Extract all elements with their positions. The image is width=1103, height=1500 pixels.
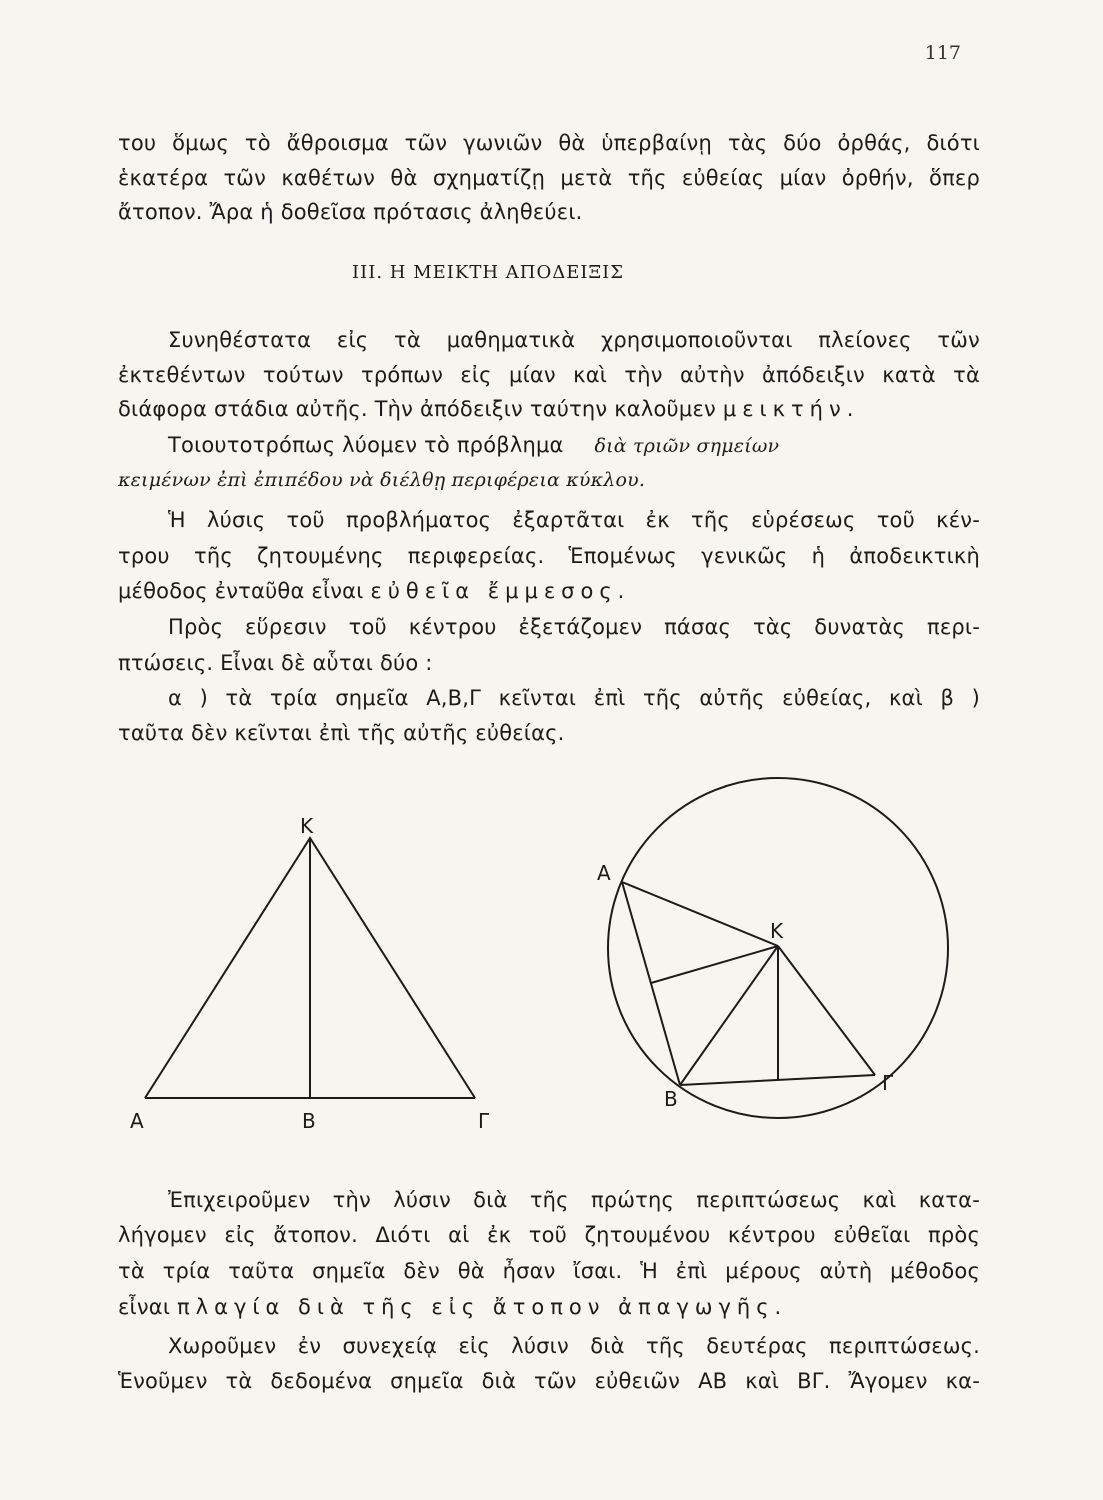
radius-KG bbox=[778, 946, 875, 1075]
text-line: ἑκατέρα τῶν καθέτων θὰ σχηματίζῃ μετὰ τῆς εὐθείας μίαν ὀρθήν, ὅπερ bbox=[118, 166, 980, 190]
spaced-term: πλαγία διὰ τῆς εἰς ἄτοπον ἀπαγωγῆς. bbox=[177, 1295, 788, 1319]
italic-span: διὰ τριῶν σημείων bbox=[594, 435, 780, 457]
text-line: πτώσεις. Εἶναι δὲ αὗται δύο : bbox=[118, 651, 433, 675]
text-span: Τοιουτοτρόπως λύομεν τὸ πρόβλημα bbox=[168, 433, 564, 457]
text-line: Πρὸς εὕρεσιν τοῦ κέντρου ἐξετάζομεν πάσας τὰς δυνατὰς περι- bbox=[168, 615, 980, 639]
text-line: ταῦτα δὲν κεῖνται ἐπὶ τῆς αὐτῆς εὐθείας. bbox=[118, 721, 565, 745]
label-K: Κ bbox=[770, 919, 784, 943]
label-G: Γ bbox=[882, 1071, 894, 1095]
text-line: του ὅμως τὸ ἄθροισμα τῶν γωνιῶν θὰ ὑπερβαίνῃ τὰς δύο ὀρθάς, διότι bbox=[118, 131, 980, 155]
spaced-term: μεικτήν. bbox=[722, 397, 860, 421]
text-line: τὰ τρία ταῦτα σημεῖα δὲν θὰ ἦσαν ἴσαι. Ἡ ἐπὶ μέρους αὐτὴ μέθοδος bbox=[118, 1259, 980, 1283]
text-span: μέθοδος ἐνταῦθα εἶναι bbox=[118, 579, 364, 603]
text-line: Ἑνοῦμεν τὰ δεδομένα σημεῖα διὰ τῶν εὐθειῶν ΑΒ καὶ ΒΓ. Ἄγομεν κα- bbox=[118, 1369, 980, 1393]
bisector-AB bbox=[651, 946, 778, 983]
spaced-term: εὐθεῖα ἔμμεσος. bbox=[370, 579, 631, 603]
section-heading: III. Η ΜΕΙΚΤΗ ΑΠΟΔΕΙΞΙΣ bbox=[352, 262, 624, 283]
text-line: Χωροῦμεν ἐν συνεχείᾳ εἰς λύσιν διὰ τῆς δευτέρας περιπτώσεως. bbox=[168, 1334, 980, 1358]
page-number: 117 bbox=[924, 42, 961, 64]
text-line: Συνηθέστατα εἰς τὰ μαθηματικὰ χρησιμοποιοῦνται πλείονες τῶν bbox=[168, 328, 980, 352]
radius-KB bbox=[680, 946, 778, 1085]
text-line: τρου τῆς ζητουμένης περιφερείας. Ἑπομένως γενικῶς ἡ ἀποδεικτικὴ bbox=[118, 544, 980, 568]
italic-line: κειμένων ἐπὶ ἐπιπέδου νὰ διέλθῃ περιφέρεια κύκλου. bbox=[118, 469, 646, 491]
label-B: Β bbox=[302, 1109, 316, 1133]
text-line bbox=[118, 1292, 980, 1322]
text-span: διάφορα στάδια αὐτῆς. Τὴν ἀπόδειξιν ταύτην καλοῦμεν bbox=[118, 397, 716, 421]
label-B: Β bbox=[664, 1087, 678, 1111]
label-A: Α bbox=[130, 1109, 144, 1133]
text-line: λήγομεν εἰς ἄτοπον. Διότι αἱ ἐκ τοῦ ζητουμένου κέντρου εὐθεῖαι πρὸς bbox=[118, 1223, 980, 1247]
text-line: ἐκτεθέντων τούτων τρόπων εἰς μίαν καὶ τὴν αὐτὴν ἀπόδειξιν κατὰ τὰ bbox=[118, 363, 980, 387]
text-line: α ) τὰ τρία σημεῖα Α,Β,Γ κεῖνται ἐπὶ τῆς αὐτῆς εὐθείας, καὶ β ) bbox=[168, 686, 980, 710]
text-line: Ἐπιχειροῦμεν τὴν λύσιν διὰ τῆς πρώτης περιπτώσεως καὶ κατα- bbox=[168, 1188, 980, 1212]
label-A: Α bbox=[597, 861, 611, 885]
figure-left bbox=[145, 838, 475, 1098]
figure-right bbox=[608, 778, 948, 1118]
chord-AB bbox=[622, 882, 680, 1085]
text-line: ἄτοπον. Ἄρα ἡ δοθεῖσα πρότασις ἀληθεύει. bbox=[118, 200, 583, 224]
label-G: Γ bbox=[478, 1109, 490, 1133]
text-span: εἶναι bbox=[118, 1295, 171, 1319]
label-K: Κ bbox=[300, 814, 314, 838]
text-line: Ἡ λύσις τοῦ προβλήματος ἐξαρτᾶται ἐκ τῆς εὑρέσεως τοῦ κέν- bbox=[168, 508, 980, 532]
radius-KA bbox=[622, 882, 778, 946]
